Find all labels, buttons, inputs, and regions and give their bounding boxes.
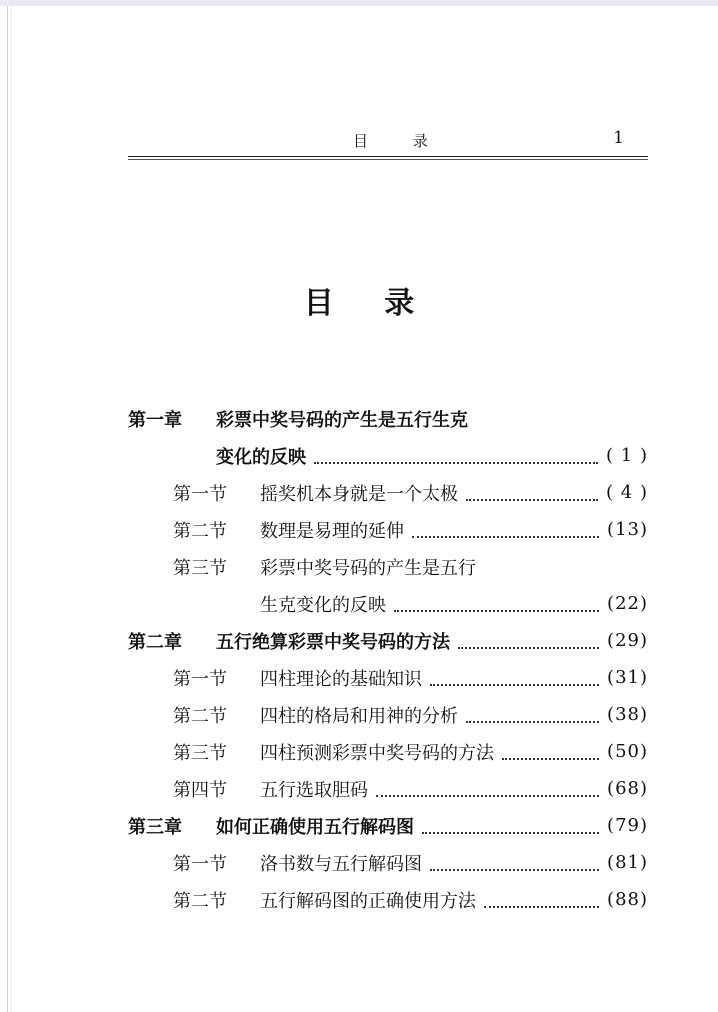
page-left-edge bbox=[7, 6, 8, 1012]
toc-entry-number: 第一章 bbox=[128, 409, 182, 431]
toc-entry-page: (22) bbox=[607, 593, 648, 614]
header-rule bbox=[128, 156, 648, 157]
toc-entry bbox=[128, 548, 648, 585]
toc-entry-title: 摇奖机本身就是一个太极 bbox=[260, 483, 458, 505]
toc-leader-dots bbox=[430, 672, 599, 686]
toc-entry-page: (88) bbox=[607, 889, 648, 910]
toc-leader-dots bbox=[376, 783, 599, 797]
toc-entry bbox=[128, 733, 648, 770]
toc-entry-title: 五行解码图的正确使用方法 bbox=[260, 890, 476, 912]
toc-entry bbox=[128, 400, 648, 437]
toc-leader-dots bbox=[466, 709, 599, 723]
toc-leader-dots bbox=[394, 598, 599, 612]
page-title: 目 录 bbox=[303, 286, 415, 321]
running-header-title: 目 录 bbox=[353, 132, 448, 150]
toc-entry-title: 数理是易理的延伸 bbox=[260, 520, 404, 542]
toc-entry-number: 第二节 bbox=[173, 890, 227, 912]
toc-entry bbox=[128, 696, 648, 733]
toc-entry-page: (79) bbox=[607, 815, 648, 836]
running-header-page-number: 1 bbox=[613, 128, 624, 148]
toc-entry bbox=[128, 844, 648, 881]
toc-entry-number: 第一节 bbox=[173, 483, 227, 505]
toc-entry-title: 四柱的格局和用神的分析 bbox=[260, 705, 458, 727]
toc-entry-number: 第二节 bbox=[173, 520, 227, 542]
toc-entry bbox=[128, 807, 648, 844]
toc-entry-page: ( 1 ) bbox=[606, 445, 648, 466]
toc-entry-number: 第三节 bbox=[173, 557, 227, 579]
table-of-contents bbox=[128, 400, 648, 918]
toc-entry-page: (38) bbox=[607, 704, 648, 725]
toc-leader-dots bbox=[430, 857, 599, 871]
toc-entry-number: 第三节 bbox=[173, 742, 227, 764]
toc-entry-number: 第一节 bbox=[173, 853, 227, 875]
toc-entry-title: 洛书数与五行解码图 bbox=[260, 853, 422, 875]
toc-entry-page: ( 4 ) bbox=[606, 482, 648, 503]
toc-leader-dots bbox=[412, 524, 599, 538]
toc-entry-page: (50) bbox=[607, 741, 648, 762]
toc-entry-title: 变化的反映 bbox=[216, 446, 306, 468]
toc-entry-number: 第四节 bbox=[173, 779, 227, 801]
toc-entry-number: 第二节 bbox=[173, 705, 227, 727]
running-header bbox=[128, 130, 648, 154]
toc-entry-page: (29) bbox=[607, 630, 648, 651]
toc-entry-number: 第二章 bbox=[128, 631, 182, 653]
toc-entry-page: (13) bbox=[607, 519, 648, 540]
toc-entry-title: 五行选取胆码 bbox=[260, 779, 368, 801]
toc-entry-title: 四柱预测彩票中奖号码的方法 bbox=[260, 742, 494, 764]
toc-leader-dots bbox=[466, 487, 598, 501]
toc-entry bbox=[128, 622, 648, 659]
toc-leader-dots bbox=[484, 894, 599, 908]
toc-entry bbox=[128, 437, 648, 474]
toc-entry-page: (81) bbox=[607, 852, 648, 873]
toc-entry-number: 第一节 bbox=[173, 668, 227, 690]
toc-entry-title: 彩票中奖号码的产生是五行 bbox=[260, 557, 476, 579]
toc-entry bbox=[128, 474, 648, 511]
toc-entry-title: 如何正确使用五行解码图 bbox=[216, 816, 414, 838]
toc-entry bbox=[128, 770, 648, 807]
toc-entry-title: 五行绝算彩票中奖号码的方法 bbox=[216, 631, 450, 653]
toc-leader-dots bbox=[502, 746, 599, 760]
toc-entry bbox=[128, 659, 648, 696]
page-left-edge-shadow bbox=[11, 6, 12, 1012]
toc-leader-dots bbox=[314, 450, 598, 464]
toc-entry-page: (31) bbox=[607, 667, 648, 688]
header-rule-thin bbox=[128, 159, 648, 160]
toc-entry-title: 四柱理论的基础知识 bbox=[260, 668, 422, 690]
toc-entry-title: 彩票中奖号码的产生是五行生克 bbox=[216, 409, 468, 431]
scan-top-bar bbox=[0, 0, 718, 6]
toc-entry bbox=[128, 881, 648, 918]
toc-leader-dots bbox=[458, 635, 599, 649]
toc-leader-dots bbox=[422, 820, 599, 834]
toc-entry-title: 生克变化的反映 bbox=[260, 594, 386, 616]
toc-entry-number: 第三章 bbox=[128, 816, 182, 838]
toc-entry-page: (68) bbox=[607, 778, 648, 799]
toc-entry bbox=[128, 585, 648, 622]
toc-entry bbox=[128, 511, 648, 548]
